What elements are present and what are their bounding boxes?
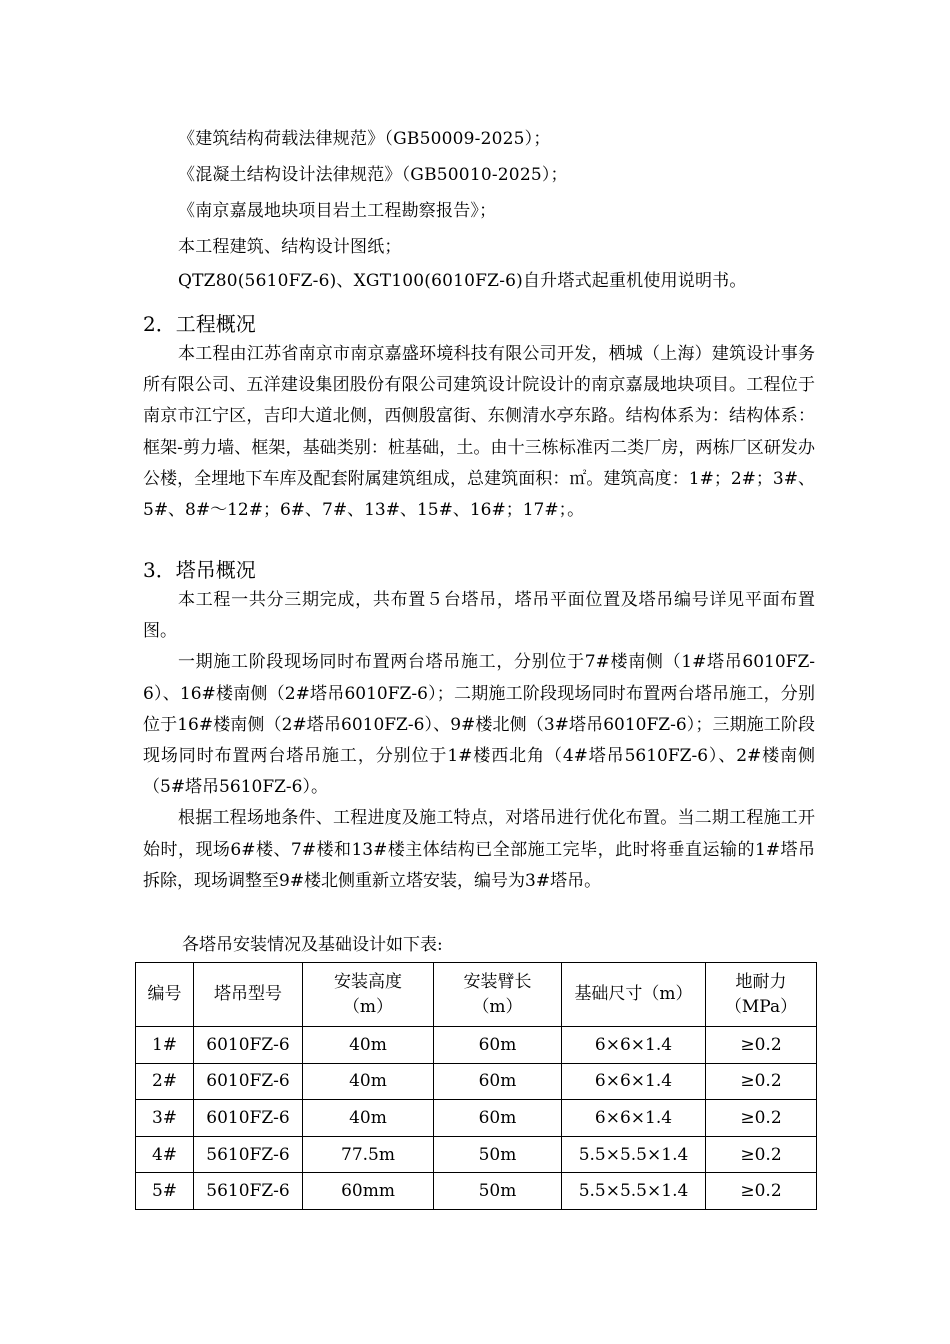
table-cell: 6010FZ-6 <box>194 1027 303 1064</box>
table-cell: 2# <box>136 1063 194 1100</box>
column-header: 地耐力 （MPa） <box>706 963 817 1027</box>
reference-item: 本工程建筑、结构设计图纸； <box>178 237 402 257</box>
table-cell: 60m <box>434 1027 562 1064</box>
table-header-row <box>136 963 817 1027</box>
table-cell: 50m <box>434 1173 562 1210</box>
reference-item: 《南京嘉晟地块项目岩土工程勘察报告》； <box>178 201 497 221</box>
table-row <box>136 1173 817 1210</box>
table-cell: 6010FZ-6 <box>194 1100 303 1137</box>
table-cell: 6×6×1.4 <box>562 1100 706 1137</box>
table-cell: 40m <box>303 1100 434 1137</box>
tower-crane-table <box>135 962 817 1210</box>
table-cell: 6×6×1.4 <box>562 1063 706 1100</box>
section-3-body <box>143 585 815 897</box>
reference-item: 《建筑结构荷载法律规范》（GB50009-2025）； <box>178 129 551 149</box>
table-row <box>136 1136 817 1173</box>
table-cell: 4# <box>136 1136 194 1173</box>
section-heading: 2．工程概况 <box>143 312 256 336</box>
table-cell: 5# <box>136 1173 194 1210</box>
table-cell: ≥0.2 <box>706 1027 817 1064</box>
column-header: 安装臂长 （m） <box>434 963 562 1027</box>
table-cell: 5610FZ-6 <box>194 1173 303 1210</box>
table-cell: 6010FZ-6 <box>194 1063 303 1100</box>
reference-item: 《混凝土结构设计法律规范》（GB50010-2025）； <box>178 165 568 185</box>
table-cell: 5.5×5.5×1.4 <box>562 1136 706 1173</box>
table-cell: 77.5m <box>303 1136 434 1173</box>
table-row <box>136 1063 817 1100</box>
paragraph: 一期施工阶段现场同时布置两台塔吊施工，分别位于7#楼南侧（1#塔吊6010FZ-6）、16#楼南侧（2#塔吊6010FZ-6）；二期施工阶段现场同时布置两台塔吊施工，分别位于16#楼南侧（2#塔吊6010FZ-6）、9#楼北侧（3#塔吊6010FZ-6）；三期施工阶段现场同时布置两台塔吊施工，分别位于1#楼西北角（4#塔吊5610FZ-6）、2#楼南侧（5#塔吊5610FZ-6）。 <box>143 652 815 798</box>
section-heading: 3．塔吊概况 <box>143 558 256 582</box>
table-cell: 5610FZ-6 <box>194 1136 303 1173</box>
paragraph: 本工程一共分三期完成，共布置５台塔吊，塔吊平面位置及塔吊编号详见平面布置图。 <box>143 590 815 642</box>
table-cell: 60m <box>434 1063 562 1100</box>
table-cell: 40m <box>303 1063 434 1100</box>
column-header: 塔吊型号 <box>194 963 303 1027</box>
table-cell: 1# <box>136 1027 194 1064</box>
table-cell: 60mm <box>303 1173 434 1210</box>
table-cell: 3# <box>136 1100 194 1137</box>
column-header: 基础尺寸（m） <box>562 963 706 1027</box>
table-row <box>136 1100 817 1137</box>
paragraph: 本工程由江苏省南京市南京嘉盛环境科技有限公司开发，栖城（上海）建筑设计事务所有限公司、五洋建设集团股份有限公司建筑设计院设计的南京嘉晟地块项目。工程位于南京市江宁区，吉印大道北侧，西侧殷富街、东侧清水亭东路。结构体系为：结构体系：框架-剪力墙、框架，基础类别：桩基础，土。由十三栋标准丙二类厂房，两栋厂区研发办公楼，全埋地下车库及配套附属建筑组成，总建筑面积：㎡。建筑高度：1#；2#；3#、5#、8#～12#；6#、7#、13#、15#、16#；17#；。 <box>143 344 815 521</box>
table-cell: ≥0.2 <box>706 1136 817 1173</box>
table-row <box>136 1027 817 1064</box>
table-cell: 5.5×5.5×1.4 <box>562 1173 706 1210</box>
table-caption: 各塔吊安装情况及基础设计如下表: <box>182 935 443 955</box>
table-cell: 40m <box>303 1027 434 1064</box>
table-cell: 50m <box>434 1136 562 1173</box>
table-cell: 6×6×1.4 <box>562 1027 706 1064</box>
paragraph: 根据工程场地条件、工程进度及施工特点，对塔吊进行优化布置。当二期工程施工开始时，现场6#楼、7#楼和13#楼主体结构已全部施工完毕，此时将垂直运输的1#塔吊拆除，现场调整至9#楼北侧重新立塔安装，编号为3#塔吊。 <box>143 808 815 891</box>
table-cell: 60m <box>434 1100 562 1137</box>
section-2-body <box>143 339 815 526</box>
column-header: 编号 <box>136 963 194 1027</box>
table-cell: ≥0.2 <box>706 1100 817 1137</box>
table-cell: ≥0.2 <box>706 1173 817 1210</box>
column-header: 安装高度 （m） <box>303 963 434 1027</box>
reference-item: QTZ80(5610FZ-6)、XGT100(6010FZ-6)自升塔式起重机使用说明书。 <box>178 271 747 291</box>
table-cell: ≥0.2 <box>706 1063 817 1100</box>
